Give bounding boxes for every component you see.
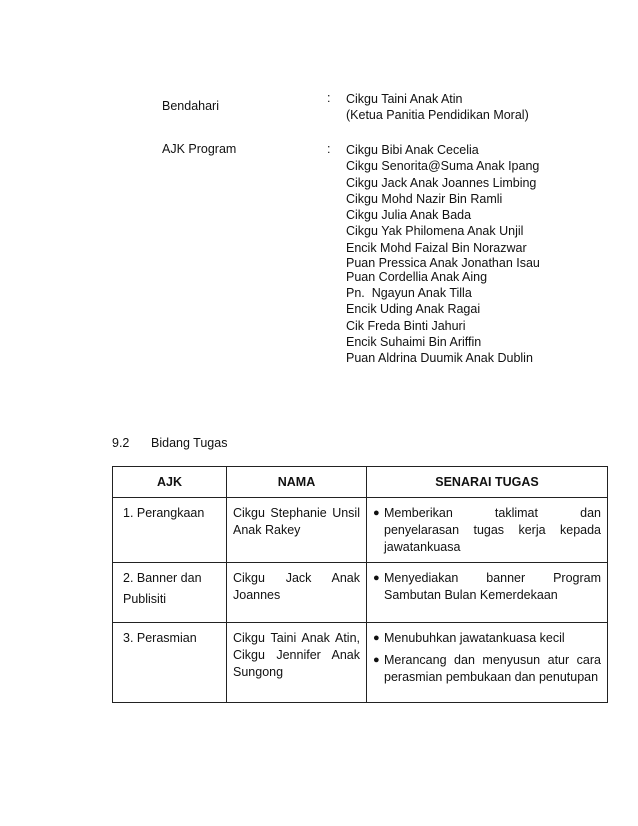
ajk-cell xyxy=(113,623,227,703)
tugas-item xyxy=(373,505,601,556)
tugas-cell xyxy=(367,563,608,623)
header-ajk: AJK xyxy=(113,467,227,498)
section-title: Bidang Tugas xyxy=(151,436,228,450)
ajk-program-label: AJK Program xyxy=(162,142,237,156)
ajk-member: Cikgu Bibi Anak Cecelia xyxy=(346,143,479,157)
bullet-icon: ● xyxy=(373,572,380,584)
tugas-text: Memberikan taklimat dan penyelarasan tugas kerja kepada jawatankuasa xyxy=(384,506,601,554)
ajk-member: Encik Mohd Faizal Bin Norazwar xyxy=(346,240,527,255)
ajk-member: Cikgu Jack Anak Joannes Limbing xyxy=(346,175,537,190)
table-header-row xyxy=(113,467,608,498)
tugas-cell xyxy=(367,498,608,563)
nama-text: Cikgu Taini Anak Atin, Cikgu Jennifer Anak Sungong xyxy=(233,631,360,679)
bendahari-name: Cikgu Taini Anak Atin xyxy=(346,92,463,106)
ajk-cell xyxy=(113,563,227,623)
nama-cell xyxy=(227,563,367,623)
bendahari-names xyxy=(346,91,529,124)
ajk-program-colon: : xyxy=(327,142,331,156)
bullet-icon: ● xyxy=(373,632,380,644)
ajk-program-names xyxy=(346,142,540,367)
bendahari-note: (Ketua Panitia Pendidikan Moral) xyxy=(346,108,529,123)
ajk-member: Cikgu Julia Anak Bada xyxy=(346,208,472,223)
bullet-icon: ● xyxy=(373,654,380,666)
header-senarai-tugas: SENARAI TUGAS xyxy=(367,467,608,498)
ajk-member: Puan Cordellia Anak Aing xyxy=(346,270,488,285)
nama-cell xyxy=(227,498,367,563)
ajk-member: Cik Freda Binti Jahuri xyxy=(346,318,466,333)
table-row xyxy=(113,498,608,563)
section-number: 9.2 xyxy=(112,436,130,450)
nama-text: Cikgu Stephanie Unsil Anak Rakey xyxy=(233,506,360,537)
ajk-text: 1. Perangkaan xyxy=(123,506,205,520)
table-row xyxy=(113,563,608,623)
duty-table xyxy=(112,466,608,703)
ajk-text: 2. Banner dan xyxy=(123,571,202,585)
ajk-member: Cikgu Senorita@Suma Anak Ipang xyxy=(346,159,540,174)
ajk-member: Cikgu Mohd Nazir Bin Ramli xyxy=(346,191,503,206)
ajk-text-2: Publisiti xyxy=(123,592,167,606)
ajk-member: Encik Uding Anak Ragai xyxy=(346,302,481,317)
ajk-member: Puan Pressica Anak Jonathan Isau xyxy=(346,256,540,271)
nama-cell xyxy=(227,623,367,703)
tugas-cell xyxy=(367,623,608,703)
ajk-text: 3. Perasmian xyxy=(123,631,197,645)
ajk-member: Encik Suhaimi Bin Ariffin xyxy=(346,334,482,349)
nama-text: Cikgu Jack Anak Joannes xyxy=(233,571,360,602)
tugas-item xyxy=(373,570,601,604)
ajk-member: Cikgu Yak Philomena Anak Unjil xyxy=(346,224,524,239)
ajk-member: Pn. Ngayun Anak Tilla xyxy=(346,286,472,301)
header-nama: NAMA xyxy=(227,467,367,498)
tugas-item xyxy=(373,652,601,686)
tugas-text: Merancang dan menyusun atur cara perasmian pembukaan dan penutupan xyxy=(384,653,601,684)
table-row xyxy=(113,623,608,703)
tugas-text: Menyediakan banner Program Sambutan Bulan Kemerdekaan xyxy=(384,571,601,602)
bullet-icon: ● xyxy=(373,507,380,519)
ajk-member: Puan Aldrina Duumik Anak Dublin xyxy=(346,351,533,366)
bendahari-label: Bendahari xyxy=(162,99,219,113)
ajk-cell xyxy=(113,498,227,563)
bendahari-colon: : xyxy=(327,91,331,105)
tugas-text: Menubuhkan jawatankuasa kecil xyxy=(384,631,565,645)
tugas-item xyxy=(373,630,601,647)
